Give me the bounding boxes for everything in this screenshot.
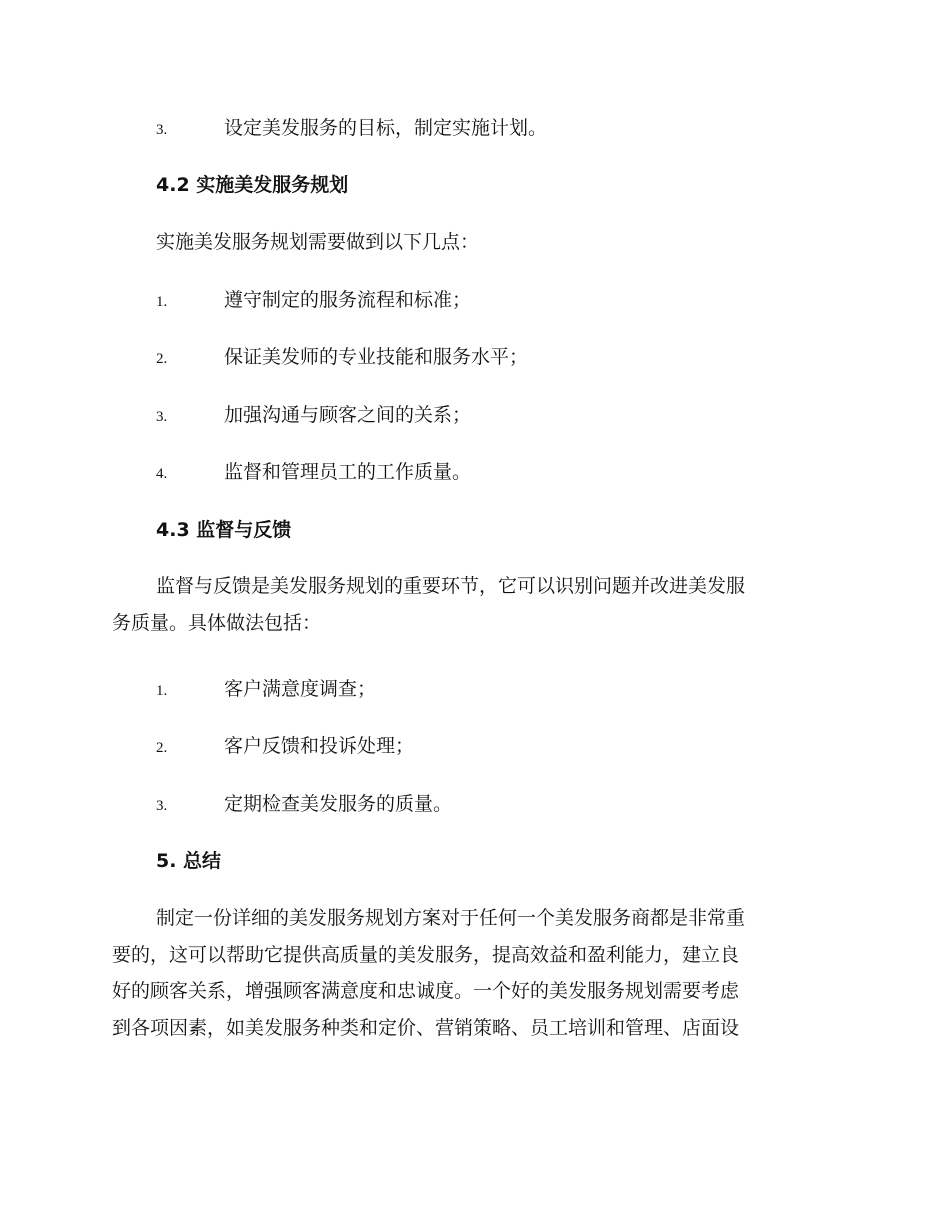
intro-text: 实施美发服务规划需要做到以下几点：: [156, 231, 480, 253]
list-text: 客户满意度调查；: [224, 678, 377, 700]
section-heading-5: 5. 总结: [156, 850, 222, 872]
paragraph-line: 到各项因素，如美发服务种类和定价、营销策略、员工培训和管理、店面设: [112, 1016, 740, 1039]
list-number: 1.: [156, 683, 168, 699]
section-intro-4-2: [156, 226, 479, 258]
list-item: [156, 673, 376, 705]
list-item: [156, 112, 547, 144]
section-intro-4-3: [112, 568, 832, 641]
list-number: 3.: [156, 122, 168, 138]
section-heading-4-3: 4.3 监督与反馈: [156, 519, 292, 541]
list-number: 1.: [156, 294, 168, 310]
list-number: 4.: [156, 466, 168, 482]
list-number: 2.: [156, 351, 168, 367]
paragraph-line: 监督与反馈是美发服务规划的重要环节，它可以识别问题并改进美发服: [156, 575, 746, 597]
list-text: 加强沟通与顾客之间的关系；: [224, 404, 472, 426]
list-item: [156, 788, 452, 820]
list-item: [156, 341, 528, 373]
list-number: 2.: [156, 740, 168, 756]
list-number: 3.: [156, 409, 168, 425]
paragraph-line: 好的顾客关系，增强顾客满意度和忠诚度。一个好的美发服务规划需要考虑: [112, 980, 740, 1002]
list-text: 定期检查美发服务的质量。: [224, 793, 453, 815]
section-heading-4-2: 4.2 实施美发服务规划: [156, 174, 349, 196]
list-number: 3.: [156, 798, 168, 814]
summary-paragraph: [112, 900, 832, 1046]
list-text: 设定美发服务的目标，制定实施计划。: [224, 117, 548, 139]
list-item: [156, 730, 414, 762]
list-item: [156, 456, 471, 488]
list-text: 客户反馈和投诉处理；: [224, 735, 415, 757]
list-text: 保证美发师的专业技能和服务水平；: [224, 346, 529, 368]
list-item: [156, 284, 471, 316]
paragraph-line: 要的，这可以帮助它提供高质量的美发服务，提高效益和盈利能力，建立良: [112, 943, 740, 966]
list-text: 遵守制定的服务流程和标准；: [224, 289, 472, 311]
list-item: [156, 399, 471, 431]
paragraph-line: 务质量。具体做法包括：: [112, 611, 322, 634]
list-text: 监督和管理员工的工作质量。: [224, 461, 472, 483]
paragraph-line: 制定一份详细的美发服务规划方案对于任何一个美发服务商都是非常重: [156, 907, 746, 929]
